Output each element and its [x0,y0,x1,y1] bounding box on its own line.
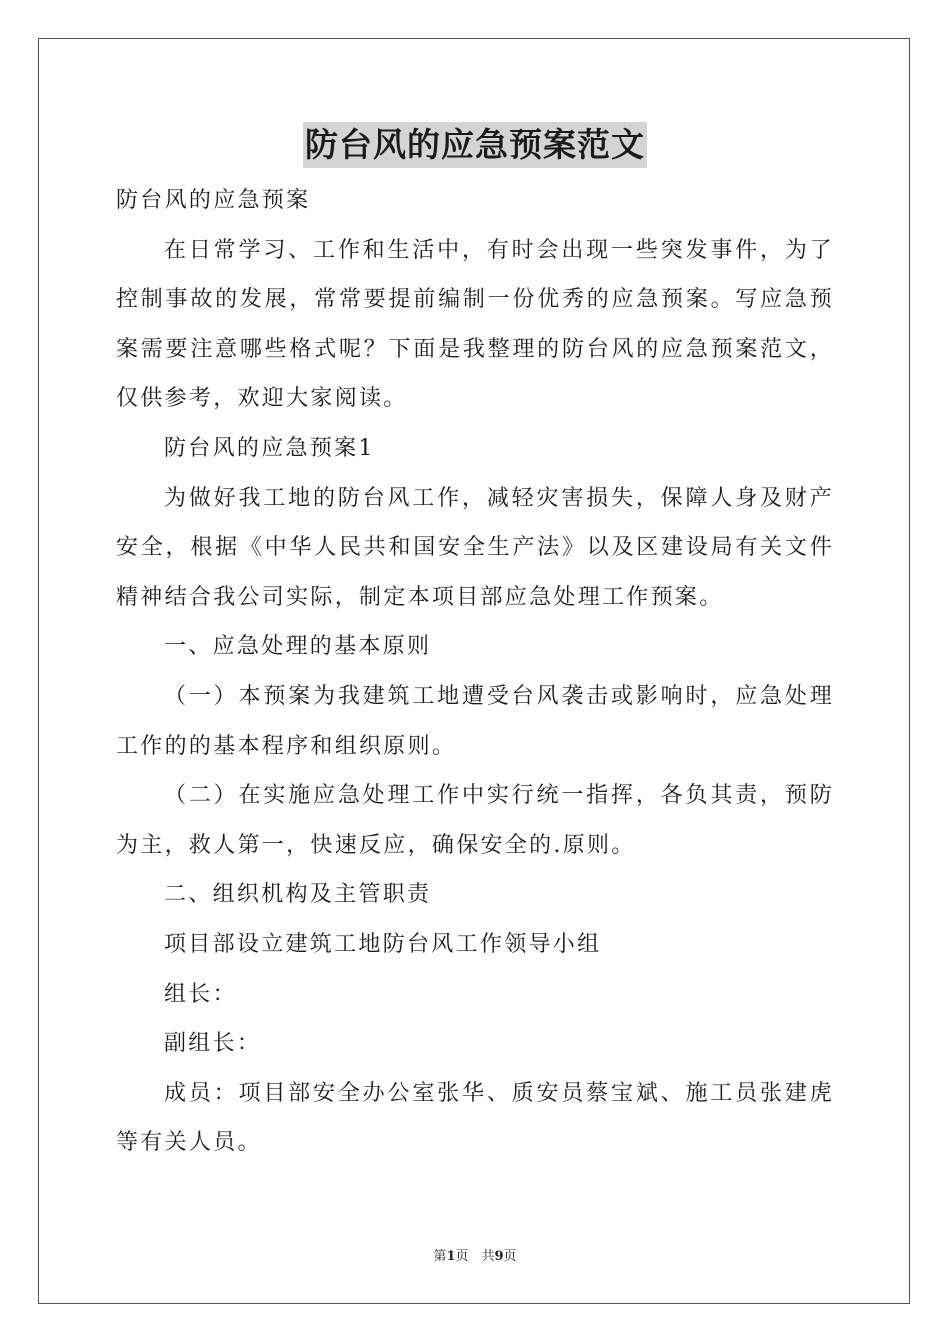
document-title: 防台风的应急预案范文 [303,122,647,168]
section-heading: 防台风的应急预案1 [164,435,375,461]
paragraph: 组长： [164,981,237,1007]
total-pages-number: 9 [494,1249,504,1264]
paragraph: （一）本预案为我建筑工地遭受台风袭击或影响时，应急处理工作的的基本程序和组织原则。 [116,683,834,759]
paragraph: 项目部设立建筑工地防台风工作领导小组 [164,931,602,957]
title-container [0,122,950,168]
page-mid: 页 共 [455,1249,495,1264]
paragraph: 成员：项目部安全办公室张华、质安员蔡宝斌、施工员张建虎等有关人员。 [116,1080,834,1156]
paragraph: （二）在实施应急处理工作中实行统一指挥，各负其责，预防为主，救人第一，快速反应，确保安全的.原则。 [116,783,834,858]
paragraph: 防台风的应急预案 [116,188,311,213]
paragraph: 在日常学习、工作和生活中，有时会出现一些突发事件，为了控制事故的发展，常常要提前编制一份优秀的应急预案。写应急预案需要注意哪些格式呢？下面是我整理的防台风的应急预案范文，仅供参考，欢迎大家阅读。 [116,237,834,412]
section-heading: 一、应急处理的基本原则 [164,634,432,660]
page-prefix: 第 [433,1249,447,1264]
current-page-number: 1 [446,1249,456,1264]
page-suffix: 页 [503,1249,517,1264]
paragraph: 副组长： [164,1031,262,1057]
page-footer [0,1248,950,1266]
section-heading: 二、组织机构及主管职责 [164,882,432,908]
document-body [116,176,834,1168]
paragraph: 为做好我工地的防台风工作，减轻灾害损失，保障人身及财产安全，根据《中华人民共和国安全生产法》以及区建设局有关文件精神结合我公司实际，制定本项目部应急处理工作预案。 [116,485,834,610]
